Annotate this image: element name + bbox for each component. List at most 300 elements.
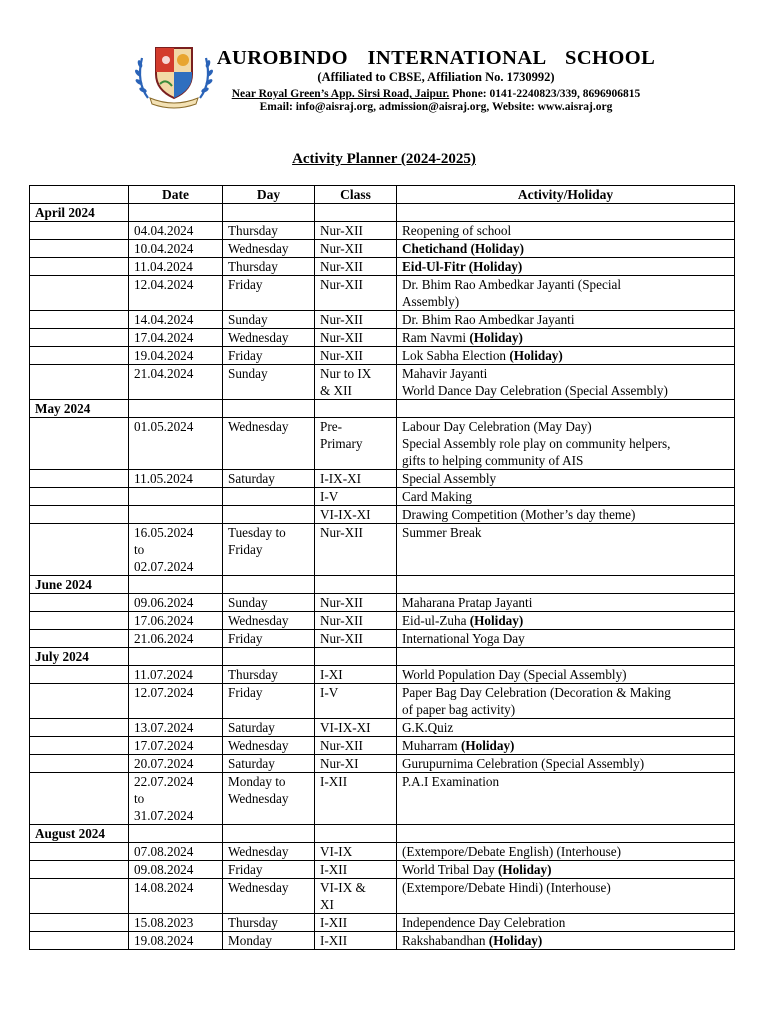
table-row [30,612,735,630]
activity-line [402,418,729,435]
affiliation-text: (Affiliated to CBSE, Affiliation No. 1730992) [317,70,555,84]
table-row [30,418,735,470]
month-cell [30,258,129,276]
empty-cell [223,825,315,843]
activity-cell [397,524,735,576]
day-cell-line: Tuesday to [228,525,286,540]
day-cell [223,311,315,329]
day-cell-line: Wednesday [228,613,289,628]
class-cell [315,418,397,470]
month-cell [30,488,129,506]
day-cell-line: Thursday [228,223,278,238]
day-cell-line: Monday to [228,774,286,789]
day-cell-line: Thursday [228,667,278,682]
class-cell [315,276,397,311]
day-cell [223,861,315,879]
class-cell-line: I-XI [320,667,343,682]
holiday-label: (Holiday) [469,613,524,628]
activity-line [402,258,729,275]
activity-line [402,755,729,772]
class-cell [315,843,397,861]
month-cell [30,594,129,612]
date-cell [129,737,223,755]
table-row [30,684,735,719]
month-row [30,648,735,666]
month-cell [30,684,129,719]
class-cell-line: Nur-XII [320,312,363,327]
month-cell [30,630,129,648]
day-cell-line: Wednesday [228,738,289,753]
activity-text: Eid-ul-Zuha [402,613,470,628]
activity-text: gifts to helping community of AIS [402,453,584,468]
empty-cell [223,576,315,594]
activity-cell [397,861,735,879]
date-cell [129,773,223,825]
activity-cell [397,276,735,311]
class-cell-line: VI-IX-XI [320,507,371,522]
month-cell [30,506,129,524]
date-cell [129,914,223,932]
day-cell-line: Thursday [228,259,278,274]
activity-cell [397,684,735,719]
activity-line [402,293,729,310]
day-cell [223,240,315,258]
day-cell [223,365,315,400]
activity-text: Muharram [402,738,461,753]
activity-text: Summer Break [402,525,482,540]
date-cell-line: 11.07.2024 [134,667,193,682]
day-cell [223,737,315,755]
activity-cell [397,488,735,506]
activity-text: Labour Day Celebration (May Day) [402,419,592,434]
empty-cell [397,825,735,843]
class-cell [315,737,397,755]
date-cell-line: 12.07.2024 [134,685,194,700]
month-label: April 2024 [30,204,129,222]
column-header-class: Class [315,186,397,204]
day-cell-line: Friday [228,277,263,292]
class-cell-line: I-V [320,489,339,504]
activity-text: Drawing Competition (Mother’s day theme) [402,507,636,522]
date-cell-line: 14.04.2024 [134,312,194,327]
column-header-day: Day [223,186,315,204]
table-header-row [30,186,735,204]
address-underlined: Near Royal Green’s App. Sirsi Road, Jaipur. [231,88,450,100]
date-cell-line: 09.08.2024 [134,862,194,877]
activity-cell [397,418,735,470]
activity-line [402,914,729,931]
activity-line [402,843,729,860]
activity-line [402,524,729,541]
holiday-label: (Holiday) [488,933,543,948]
table-row [30,755,735,773]
activity-cell [397,630,735,648]
activity-cell [397,506,735,524]
date-cell-line: 10.04.2024 [134,241,194,256]
class-cell [315,932,397,950]
activity-line [402,452,729,469]
class-cell [315,240,397,258]
date-cell-line: 22.07.2024 [134,774,194,789]
activity-cell [397,755,735,773]
month-row [30,825,735,843]
activity-line [402,435,729,452]
table-row [30,773,735,825]
month-label: July 2024 [30,648,129,666]
date-cell-line: 09.06.2024 [134,595,194,610]
day-cell-line: Saturday [228,756,275,771]
school-name: AUROBINDO INTERNATIONAL SCHOOL [216,47,656,69]
activity-line [402,470,729,487]
day-cell [223,684,315,719]
empty-cell [397,204,735,222]
month-label: June 2024 [30,576,129,594]
date-cell [129,524,223,576]
table-row [30,594,735,612]
class-cell-line: VI-IX [320,844,353,859]
activity-text: Special Assembly role play on community helpers, [402,436,671,451]
date-cell [129,240,223,258]
date-cell [129,932,223,950]
activity-text: Independence Day Celebration [402,915,566,930]
class-cell-line: I-V [320,685,339,700]
class-cell-line: Nur-XII [320,613,363,628]
class-cell-line: Primary [320,436,363,451]
month-row [30,400,735,418]
class-cell [315,594,397,612]
holiday-label: (Holiday) [498,862,552,877]
empty-cell [397,400,735,418]
activity-line [402,701,729,718]
holiday-label: (Holiday) [469,330,523,345]
class-cell [315,506,397,524]
class-cell-line: Nur-XII [320,241,363,256]
holiday-label: Eid-Ul-Fitr (Holiday) [402,259,523,274]
class-cell-line: I-XII [320,862,348,877]
table-row [30,276,735,311]
table-row [30,240,735,258]
date-cell-line: to [134,542,145,557]
table-row [30,222,735,240]
activity-cell [397,347,735,365]
class-cell [315,666,397,684]
day-cell-line: Friday [228,862,263,877]
class-cell [315,755,397,773]
day-cell [223,843,315,861]
class-cell-line: Nur-XI [320,756,359,771]
class-cell-line: Nur-XII [320,259,363,274]
month-cell [30,932,129,950]
date-cell-line: 13.07.2024 [134,720,194,735]
day-cell [223,329,315,347]
empty-cell [315,825,397,843]
date-cell-line: 15.08.2023 [134,915,194,930]
class-cell-line: I-XII [320,774,348,789]
activity-cell [397,932,735,950]
activity-cell [397,222,735,240]
class-cell [315,347,397,365]
date-cell [129,879,223,914]
empty-cell [397,576,735,594]
activity-cell [397,612,735,630]
activity-cell [397,365,735,400]
empty-cell [129,648,223,666]
day-cell [223,418,315,470]
day-cell [223,347,315,365]
month-cell [30,276,129,311]
class-cell [315,470,397,488]
day-cell-line: Sunday [228,595,268,610]
activity-line [402,222,729,239]
date-cell-line: 21.06.2024 [134,631,194,646]
table-body [30,204,735,950]
activity-cell [397,470,735,488]
month-cell [30,418,129,470]
day-cell-line: Wednesday [228,330,289,345]
date-cell-line: 11.04.2024 [134,259,193,274]
date-cell [129,276,223,311]
holiday-label: Chetichand (Holiday) [402,241,524,256]
day-cell-line: Wednesday [228,419,289,434]
school-address [210,88,662,100]
activity-line [402,311,729,328]
activity-line [402,347,729,364]
table-row [30,719,735,737]
month-row [30,204,735,222]
activity-text: Paper Bag Day Celebration (Decoration & Making [402,685,671,700]
day-cell [223,506,315,524]
class-cell [315,311,397,329]
day-cell-line [228,488,309,505]
day-cell [223,470,315,488]
activity-text: Dr. Bhim Rao Ambedkar Jayanti (Special [402,277,622,292]
month-cell [30,737,129,755]
activity-line [402,506,729,523]
class-cell-line: Pre- [320,419,342,434]
date-cell-line: 07.08.2024 [134,844,194,859]
activity-cell [397,666,735,684]
activity-text: (Extempore/Debate English) (Interhouse) [402,844,621,859]
day-cell-line [228,506,309,523]
activity-line [402,737,729,754]
date-cell-line: 17.07.2024 [134,738,194,753]
table-row [30,506,735,524]
activity-text: Reopening of school [402,223,512,238]
activity-line [402,382,729,399]
date-cell-line: 04.04.2024 [134,223,194,238]
activity-cell [397,240,735,258]
empty-cell [315,400,397,418]
date-cell [129,470,223,488]
day-cell-line: Saturday [228,471,275,486]
date-cell [129,506,223,524]
day-cell [223,879,315,914]
class-cell-line: I-XII [320,933,348,948]
date-cell-line: 12.04.2024 [134,277,194,292]
month-cell [30,879,129,914]
activity-line [402,684,729,701]
class-cell-line: & XII [320,383,352,398]
day-cell-line: Wednesday [228,844,289,859]
table-row [30,630,735,648]
activity-line [402,879,729,896]
date-cell [129,311,223,329]
activity-line [402,240,729,257]
day-cell-line: Friday [228,542,263,557]
activity-text: Gurupurnima Celebration (Special Assembly) [402,756,645,771]
day-cell [223,258,315,276]
day-cell-line: Monday [228,933,272,948]
date-cell [129,630,223,648]
class-cell-line: Nur-XII [320,348,363,363]
class-cell-line: VI-IX-XI [320,720,371,735]
class-cell [315,914,397,932]
month-label: August 2024 [30,825,129,843]
activity-line [402,594,729,611]
date-cell-line: 01.05.2024 [134,419,194,434]
month-cell [30,914,129,932]
activity-line [402,276,729,293]
day-cell [223,630,315,648]
phone-text: Phone: 0141-2240823/339, 8696906815 [449,88,641,100]
empty-cell [129,576,223,594]
column-header-month [30,186,129,204]
empty-cell [129,204,223,222]
date-cell-line [134,506,217,523]
date-cell-line: 19.04.2024 [134,348,194,363]
activity-line [402,773,729,790]
empty-cell [223,648,315,666]
date-cell-line: 11.05.2024 [134,471,193,486]
month-cell [30,773,129,825]
activity-text: World Tribal Day [402,862,499,877]
day-cell [223,524,315,576]
date-cell [129,594,223,612]
day-cell [223,594,315,612]
date-cell [129,488,223,506]
activity-line [402,488,729,505]
date-cell [129,222,223,240]
empty-cell [129,825,223,843]
day-cell-line: Thursday [228,915,278,930]
activity-cell [397,773,735,825]
activity-cell [397,843,735,861]
day-cell [223,773,315,825]
table-row [30,365,735,400]
class-cell [315,488,397,506]
month-cell [30,311,129,329]
day-cell-line: Wednesday [228,880,289,895]
class-cell [315,365,397,400]
day-cell-line: Friday [228,685,263,700]
holiday-label: (Holiday) [460,738,515,753]
activity-planner-table [29,185,735,950]
class-cell-line: I-XII [320,915,348,930]
activity-cell [397,719,735,737]
activity-text: Special Assembly [402,471,497,486]
table-row [30,258,735,276]
class-cell-line: Nur-XII [320,631,363,646]
date-cell [129,666,223,684]
activity-line [402,329,729,346]
date-cell-line: 31.07.2024 [134,808,194,823]
day-cell [223,276,315,311]
table-row [30,311,735,329]
column-header-activity: Activity/Holiday [397,186,735,204]
activity-text: Lok Sabha Election [402,348,510,363]
table-row [30,737,735,755]
holiday-label: (Holiday) [509,348,563,363]
month-cell [30,240,129,258]
table-row [30,861,735,879]
class-cell-line: VI-IX & [320,880,366,895]
date-cell [129,861,223,879]
day-cell-line: Sunday [228,312,268,327]
date-cell [129,684,223,719]
table-row [30,488,735,506]
contact-line: Email: info@aisraj.org, admission@aisraj.org, Website: www.aisraj.org [259,101,613,113]
date-cell [129,755,223,773]
day-cell-line: Friday [228,631,263,646]
month-cell [30,329,129,347]
class-cell-line: I-IX-XI [320,471,362,486]
empty-cell [315,204,397,222]
date-cell-line: 16.05.2024 [134,525,194,540]
activity-text: Assembly) [402,294,460,309]
date-cell [129,418,223,470]
activity-text: (Extempore/Debate Hindi) (Interhouse) [402,880,611,895]
date-cell-line: to [134,791,145,806]
activity-text: Rakshabandhan [402,933,489,948]
activity-line [402,612,729,629]
date-cell [129,347,223,365]
class-cell [315,773,397,825]
date-cell-line: 20.07.2024 [134,756,194,771]
date-cell-line: 17.04.2024 [134,330,194,345]
class-cell-line: Nur-XII [320,525,363,540]
day-cell [223,914,315,932]
activity-cell [397,594,735,612]
month-row [30,576,735,594]
date-cell-line: 19.08.2024 [134,933,194,948]
empty-cell [397,648,735,666]
day-cell [223,222,315,240]
empty-cell [315,576,397,594]
empty-cell [223,204,315,222]
date-cell [129,612,223,630]
activity-text: Ram Navmi [402,330,470,345]
day-cell [223,932,315,950]
activity-cell [397,329,735,347]
activity-cell [397,879,735,914]
month-cell [30,612,129,630]
date-cell [129,258,223,276]
table-row [30,932,735,950]
table-row [30,524,735,576]
table-row [30,879,735,914]
class-cell-line: Nur-XII [320,330,363,345]
day-cell-line: Friday [228,348,263,363]
activity-text: Dr. Bhim Rao Ambedkar Jayanti [402,312,575,327]
month-cell [30,666,129,684]
class-cell [315,684,397,719]
activity-text: International Yoga Day [402,631,525,646]
class-cell [315,861,397,879]
table-row [30,329,735,347]
date-cell [129,719,223,737]
day-cell-line: Wednesday [228,241,289,256]
class-cell-line: Nur-XII [320,595,363,610]
